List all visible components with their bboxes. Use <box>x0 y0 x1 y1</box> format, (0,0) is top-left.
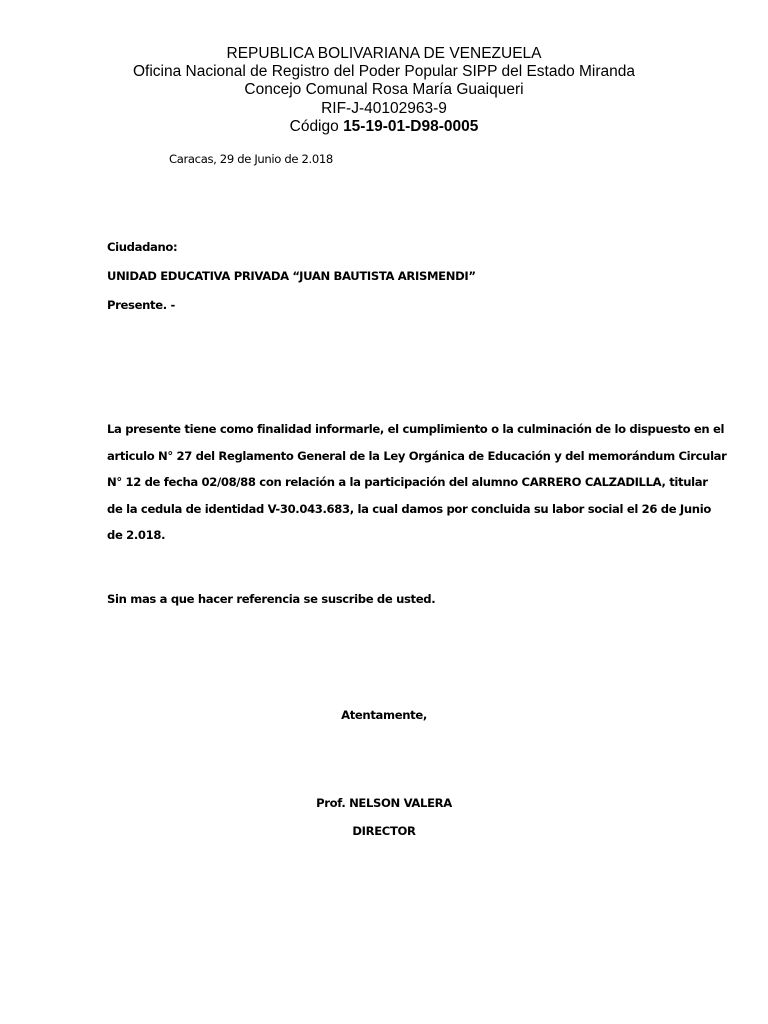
date-line: Caracas, 29 de Junio de 2.018 <box>169 152 333 166</box>
header-office: Oficina Nacional de Registro del Poder Popular SIPP del Estado Miranda <box>132 63 636 81</box>
body-line: La presente tiene como finalidad informarle, el cumplimiento o la culminación de lo dispuesto en el <box>107 422 725 436</box>
body-line-text: N° 12 de fecha 02/08/88 con relación a la participación del alumno <box>107 475 522 490</box>
header-council: Concejo Comunal Rosa María Guaiqueri <box>244 81 524 99</box>
codigo-value: 15-19-01-D98-0005 <box>343 117 479 135</box>
letterhead <box>0 45 768 136</box>
header-codigo <box>0 118 768 136</box>
salutation: Ciudadano: <box>107 240 178 254</box>
body-paragraph <box>107 416 727 549</box>
header-rif: RIF-J-40102963-9 <box>321 99 447 117</box>
body-line: de la cedula de identidad V-30.043.683, la cual damos por concluida su labor social el 26 de Junio <box>107 501 711 516</box>
signatory-title: DIRECTOR <box>352 824 416 838</box>
header-country: REPUBLICA BOLIVARIANA DE VENEZUELA <box>226 45 542 62</box>
body-line: de 2.018. <box>107 528 166 543</box>
body-line-text: , titular <box>661 475 708 490</box>
closing-line: Sin mas a que hacer referencia se suscribe de usted. <box>107 592 436 606</box>
farewell: Atentamente, <box>341 708 427 722</box>
codigo-label: Código <box>289 117 344 135</box>
presente: Presente. - <box>107 298 175 312</box>
student-name: CARRERO CALZADILLA <box>521 475 662 490</box>
signatory-name: Prof. NELSON VALERA <box>316 796 452 810</box>
recipient-institution: UNIDAD EDUCATIVA PRIVADA “JUAN BAUTISTA ARISMENDI” <box>107 269 476 283</box>
body-line <box>107 469 708 496</box>
body-line: articulo N° 27 del Reglamento General de la Ley Orgánica de Educación y del memorándum Circular <box>107 448 727 463</box>
